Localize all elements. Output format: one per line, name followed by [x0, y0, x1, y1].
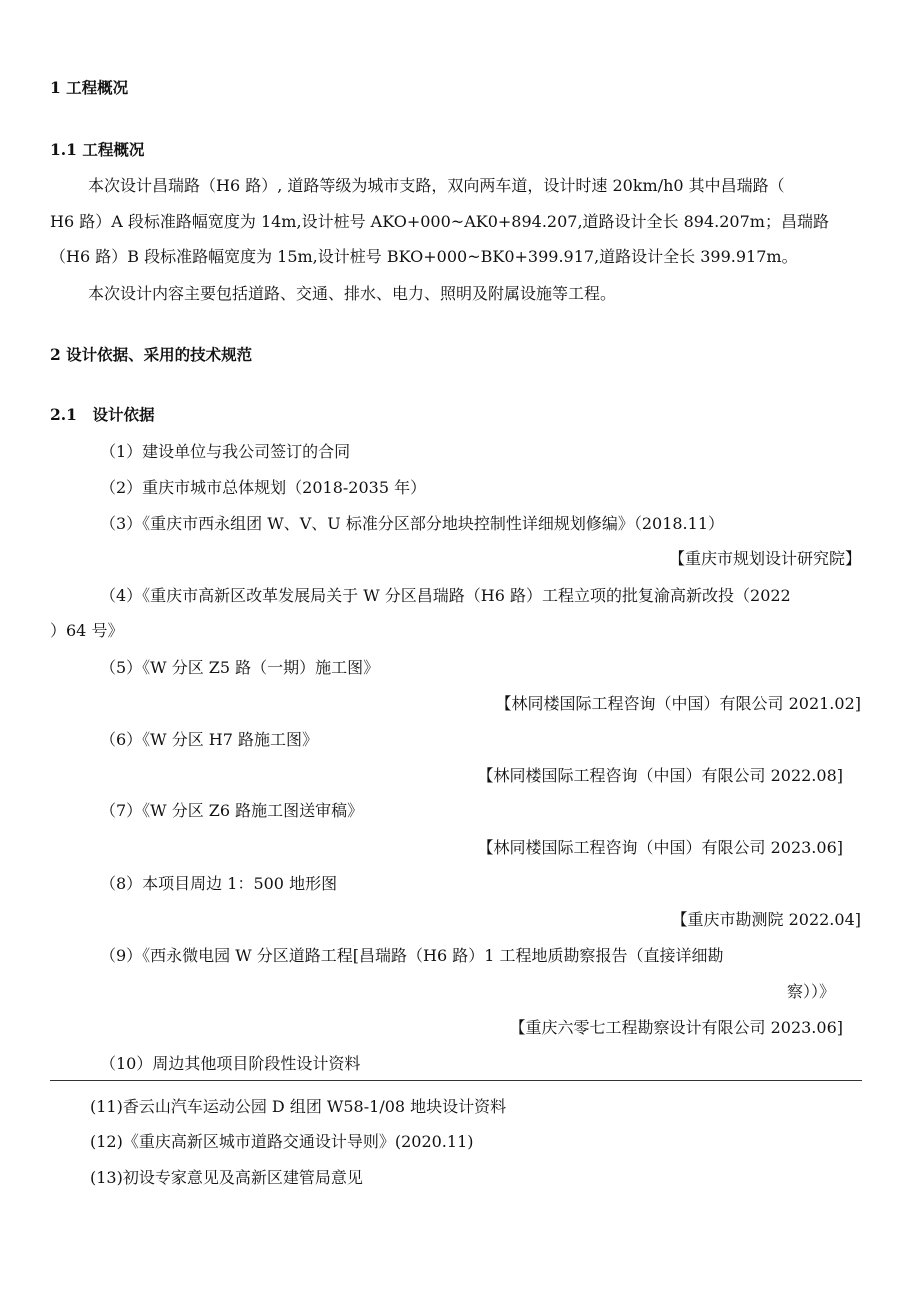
reference-item-4-line-2: ）64 号》 [50, 621, 124, 640]
reference-item-6: （6）《W 分区 H7 路施工图》 [100, 730, 319, 749]
section-2-1-heading: 2.1 设计依据 [50, 405, 155, 424]
reference-item-8-source: 【重庆市勘测院 2022.04] [671, 910, 861, 929]
reference-item-11: (11)香云山汽车运动公园 D 组团 W58-1/08 地块设计资料 [90, 1097, 507, 1116]
reference-item-3-source: 【重庆市规划设计研究院】 [668, 549, 861, 568]
reference-item-8: （8）本项目周边 1：500 地形图 [100, 874, 338, 893]
reference-item-12: (12)《重庆高新区城市道路交通设计导则》(2020.11) [90, 1132, 474, 1151]
section-1-1-heading: 1.1 工程概况 [50, 140, 145, 159]
reference-item-2: （2）重庆市城市总体规划（2018-2035 年） [100, 478, 427, 497]
reference-item-9-source: 【重庆六零七工程勘察设计有限公司 2023.06] [509, 1018, 843, 1037]
reference-item-10: （10）周边其他项目阶段性设计资料 [100, 1054, 361, 1073]
reference-item-7: （7）《W 分区 Z6 路施工图送审稿》 [100, 801, 364, 820]
overview-paragraph-2: 本次设计内容主要包括道路、交通、排水、电力、照明及附属设施等工程。 [88, 284, 617, 303]
reference-item-7-source: 【林同楼国际工程咨询（中国）有限公司 2023.06] [477, 838, 843, 857]
page-divider [50, 1080, 862, 1081]
reference-item-3: （3）《重庆市西永组团 W、V、U 标准分区部分地块控制性详细规划修编》（2018.11） [100, 514, 725, 533]
overview-paragraph-line-1: 本次设计昌瑞路（H6 路）, 道路等级为城市支路，双向两车道，设计时速 20km/h0 其中昌瑞路（ [88, 176, 785, 195]
section-1-heading: 1 工程概况 [50, 78, 129, 97]
reference-item-9-line-1: （9）《西永微电园 W 分区道路工程[昌瑞路（H6 路）1 工程地质勘察报告（直接详细勘 [100, 946, 724, 965]
reference-item-1: （1）建设单位与我公司签订的合同 [100, 442, 351, 461]
reference-item-5: （5）《W 分区 Z5 路（一期）施工图》 [100, 658, 380, 677]
reference-item-4-line-1: （4）《重庆市高新区改革发展局关于 W 分区昌瑞路（H6 路）工程立项的批复渝高新改投（2022 [100, 586, 791, 605]
reference-item-6-source: 【林同楼国际工程咨询（中国）有限公司 2022.08] [477, 766, 843, 785]
overview-paragraph-line-2: H6 路）A 段标准路幅宽度为 14m,设计桩号 AKO+000~AK0+894.207,道路设计全长 894.207m；昌瑞路 [50, 212, 829, 231]
overview-paragraph-line-3: （H6 路）B 段标准路幅宽度为 15m,设计桩号 BKO+000~BK0+399.917,道路设计全长 399.917m。 [50, 247, 798, 266]
reference-item-9-line-2: 察））》 [786, 982, 835, 1001]
reference-item-13: (13)初设专家意见及高新区建管局意见 [90, 1168, 363, 1187]
reference-item-5-source: 【林同楼国际工程咨询（中国）有限公司 2021.02] [495, 694, 861, 713]
section-2-heading: 2 设计依据、采用的技术规范 [50, 345, 253, 364]
